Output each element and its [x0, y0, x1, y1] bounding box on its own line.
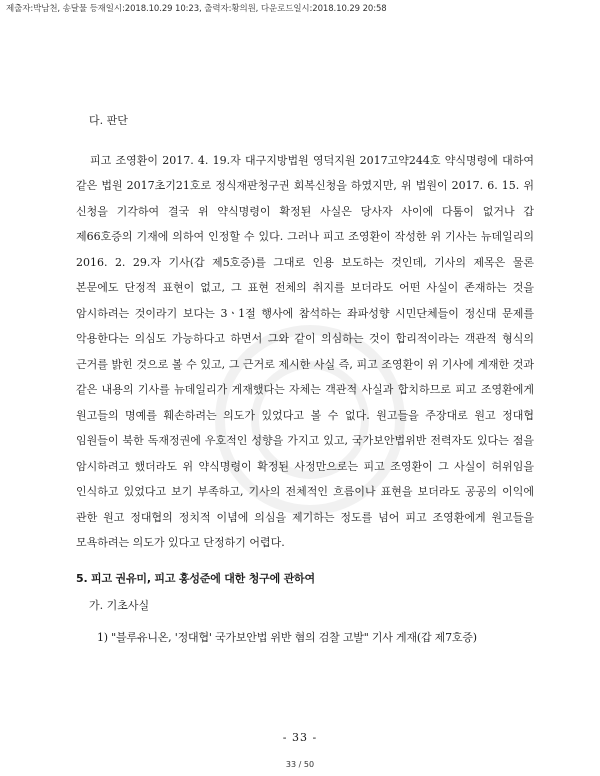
subheading-facts: 가. 기초사실	[89, 599, 150, 612]
document-body	[76, 108, 534, 651]
document-header-meta: 제출자:박남천, 송달물 등재일시:2018.10.29 10:23, 출력자:황의원, 다운로드일시:2018.10.29 20:58	[6, 4, 387, 14]
section-heading: 5. 피고 권유미, 피고 홍성준에 대한 청구에 관하여	[76, 571, 315, 585]
page-count: 33 / 50	[285, 760, 315, 769]
page-number: - 33 -	[282, 731, 318, 744]
list-item-article: 1) "블루유니온, '정대협' 국가보안법 위반 혐의 검찰 고발" 기사 게재(갑 제7호증)	[97, 631, 477, 644]
subheading-judgment: 다. 판단	[89, 114, 128, 127]
judgment-paragraph: 피고 조영환이 2017. 4. 19.자 대구지방법원 영덕지원 2017고약244호 약식명령에 대하여 같은 법원 2017초기21호로 정식재판청구권 회복신청을 하였지만, 위 법원이 2017. 6. 15. 위 신청을 기각하여 결국 위 약식명령이 확정된 사실은 당사자 사이에 다툼이 없거나 갑 제66호증의 기재에 의하여 인정할 수 있다. 그러나 피고 조영환이 작성한 위 기사는 뉴데일리의 2016. 2. 29.자 기사(갑 제5호증)를 그대로 인용 보도하는 것인데, 기사의 제목은 물론 본문에도 단정적 표현이 없고, 그 표현 전체의 취지를 보더라도 어떤 사실이 존재하는 것을 암시하려는 것이라기 보다는 3ㆍ1절 행사에 참석하는 좌파성향 시민단체들이 정신대 문제를 악용한다는 의심도 가능하다고 하면서 그와 같이 의심하는 것이 합리적이라는 객관적 형식의 근거를 밝힌 것으로 볼 수 있고, 그 근거로 제시한 사실 즉, 피고 조영환이 위 기사에 게재한 것과 같은 내용의 기사를 뉴데일리가 게재했다는 자체는 객관적 사실과 합치하므로 피고 조영환에게 원고들의 명예를 훼손하려는 의도가 있었다고 볼 수 없다. 원고들을 주장대로 원고 정대협 임원들이 북한 독재정권에 우호적인 성향을 가지고 있고, 국가보안법위반 전력자도 있다는 점을 암시하려고 했더라도 위 약식명령이 확정된 사정만으로는 피고 조영환이 그 사실이 허위임을 인식하고 있었다고 보기 부족하고, 기사의 전체적인 흐름이나 표현을 보더라도 공공의 이익에 관한 원고 정대협의 정치적 이념에 의심을 제기하는 정도를 넘어 피고 조영환에게 원고들을 모욕하려는 의도가 있다고 단정하기 어렵다.	[76, 153, 534, 549]
